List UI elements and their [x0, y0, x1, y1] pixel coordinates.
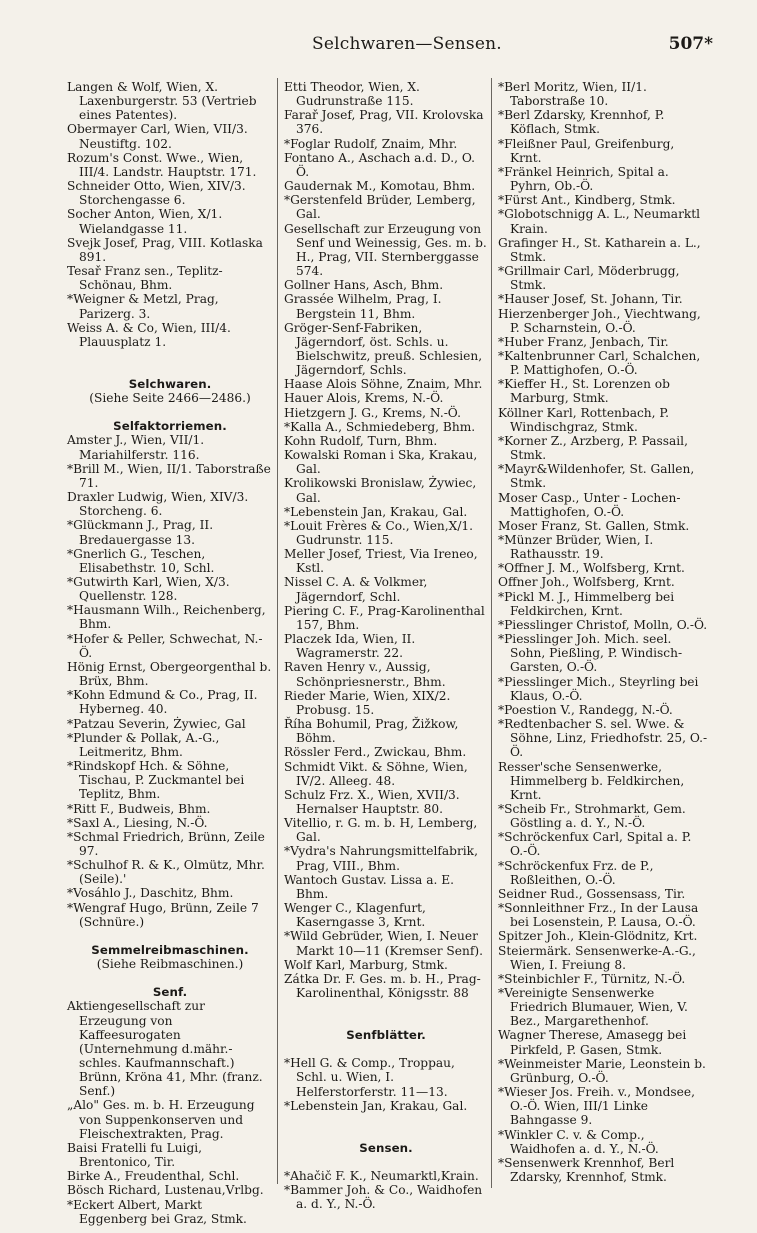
directory-entry: *Lebenstein Jan, Krakau, Gal.	[284, 1098, 468, 1113]
directory-entry: Grafinger H., St. Katharein a. L., Stmk.	[498, 235, 701, 264]
directory-entry: *Kaltenbrunner Carl, Schalchen, P. Mattighofen, O.-Ö.	[498, 348, 701, 378]
directory-entry: Offner Joh., Wolfsberg, Krnt.	[498, 575, 675, 590]
directory-entry: *Huber Franz, Jenbach, Tir.	[498, 334, 669, 349]
directory-entry: Fontano A., Aschach a.d. D., O. Ö.	[284, 150, 475, 179]
spacer	[284, 1042, 488, 1056]
directory-entry: Grassée Wilhelm, Prag, I. Bergstein 11, Bhm.	[284, 292, 442, 321]
directory-entry: Raven Henry v., Aussig, Schönpriesnerstr., Bhm.	[284, 660, 446, 689]
directory-entry: *Piesslinger Mich., Steyrling bei Klaus, O.-Ö.	[498, 674, 699, 703]
directory-entry: *Korner Z., Arzberg, P. Passail, Stmk.	[498, 433, 688, 463]
page-header	[0, 34, 757, 58]
directory-entry: *Sensenwerk Krennhof, Berl Zdarsky, Krennhof, Stmk.	[498, 1155, 675, 1185]
directory-entry: Kohn Rudolf, Turn, Bhm.	[284, 433, 438, 448]
directory-entry: Haase Alois Söhne, Znaim, Mhr.	[284, 377, 483, 392]
directory-entry: Socher Anton, Wien, X/1. Wielandgasse 11.	[67, 207, 223, 236]
directory-entry: *Offner J. M., Wolfsberg, Krnt.	[498, 561, 685, 576]
column-divider	[277, 78, 278, 1184]
directory-entry: *Hauser Josef, St. Johann, Tir.	[498, 292, 683, 307]
directory-entry: *Bammer Joh. & Co., Waidhofen a. d. Y., N.-Ö.	[284, 1183, 483, 1212]
directory-entry: Schmidt Vikt. & Söhne, Wien, IV/2. Alleeg. 48.	[284, 759, 468, 788]
directory-entry: Steiermärk. Sensenwerke-A.-G., Wien, I. Freiung 8.	[498, 943, 696, 972]
directory-entry: *Mayr&Wildenhofer, St. Gallen, Stmk.	[498, 462, 695, 491]
directory-entry: Langen & Wolf, Wien, X. Laxenburgerstr. 53 (Vertrieb eines Patentes).	[67, 80, 257, 123]
directory-entry: *Fleißner Paul, Greifenburg, Krnt.	[498, 136, 675, 165]
section-heading: Senf.	[152, 985, 188, 1000]
directory-entry: *Vydra's Nahrungsmittelfabrik, Prag, VIII., Bhm.	[284, 844, 478, 873]
column-middle	[284, 80, 488, 1212]
directory-entry: Gröger-Senf-Fabriken, Jägerndorf, öst. Schls. u. Bielschwitz, preuß. Schlesien, Jägerndorf, Schls.	[284, 320, 483, 378]
directory-entry: *Steinbichler F., Türnitz, N.-Ö.	[498, 971, 686, 986]
spacer	[67, 929, 273, 943]
directory-entry: Moser Franz, St. Gallen, Stmk.	[498, 518, 690, 533]
directory-entry: *Berl Zdarsky, Krennhof, P. Köflach, Stmk.	[498, 108, 665, 137]
directory-entry: *Globotschnigg A. L., Neumarktl Krain.	[498, 207, 701, 236]
directory-entry: Moser Casp., Unter - Lochen-Mattighofen, O.-Ö.	[498, 490, 681, 519]
directory-entry: Kowalski Roman i Ska, Krakau, Gal.	[284, 448, 478, 477]
directory-entry: *Berl Moritz, Wien, II/1. Taborstraße 10.	[498, 80, 647, 109]
directory-entry: *Weigner & Metzl, Prag, Parizerg. 3.	[67, 292, 219, 321]
directory-entry: Seidner Rud., Gossensass, Tir.	[498, 886, 686, 901]
directory-entry: *Scheib Fr., Strohmarkt, Gem. Göstling a. d. Y., N.-Ö.	[498, 801, 686, 831]
directory-entry: Wolf Karl, Marburg, Stmk.	[284, 957, 448, 972]
directory-entry: *Vereinigte Sensenwerke Friedrich Blumauer, Wien, V. Bez., Margarethenhof.	[498, 986, 688, 1029]
directory-entry: Bösch Richard, Lustenau,Vrlbg.	[67, 1183, 264, 1198]
directory-entry: *Schmal Friedrich, Brünn, Zeile 97.	[67, 829, 265, 858]
column-left	[67, 80, 273, 1226]
directory-entry: Říha Bohumil, Prag, Žižkow, Böhm.	[284, 717, 459, 746]
directory-entry: *Eckert Albert, Markt Eggenberg bei Graz, Stmk.	[67, 1197, 247, 1226]
directory-entry: Draxler Ludwig, Wien, XIV/3. Storcheng. 6.	[67, 490, 249, 519]
column-right	[498, 80, 708, 1184]
directory-entry: *Sonnleithner Frz., In der Lausa bei Losenstein, P. Lausa, O.-Ö.	[498, 901, 699, 930]
directory-entry: Hierzenberger Joh., Viechtwang, P. Scharnstein, O.-Ö.	[498, 306, 701, 335]
cross-reference: (Siehe Seite 2466—2486.)	[89, 391, 251, 406]
directory-entry: Resser'sche Sensenwerke, Himmelberg b. Feldkirchen, Krnt.	[498, 759, 685, 802]
directory-entry: *Gerstenfeld Brüder, Lemberg, Gal.	[284, 193, 476, 222]
directory-entry: *Kieffer H., St. Lorenzen ob Marburg, Stmk.	[498, 377, 670, 406]
directory-entry: Rozum's Const. Wwe., Wien, III/4. Landstr. Hauptstr. 171.	[67, 150, 257, 179]
directory-entry: *Weinmeister Marie, Leonstein b. Grünburg, O.-Ö.	[498, 1056, 706, 1085]
directory-entry: *Ahačič F. K., Neumarktl,Krain.	[284, 1169, 479, 1184]
directory-entry: Etti Theodor, Wien, X. Gudrunstraße 115.	[284, 80, 420, 109]
spacer	[284, 1155, 488, 1169]
directory-entry: *Wild Gebrüder, Wien, I. Neuer Markt 10—11 (Kremser Senf).	[284, 929, 483, 958]
directory-entry: *Schröckenfux Carl, Spital a. P. O.-Ö.	[498, 830, 692, 859]
directory-entry: *Fränkel Heinrich, Spital a. Pyhrn, Ob.-Ö.	[498, 164, 669, 194]
page-number: 507*	[668, 34, 713, 54]
directory-entry: *Louit Frères & Co., Wien,X/1. Gudrunstr. 115.	[284, 518, 474, 547]
spacer	[284, 1113, 488, 1141]
directory-entry: Placzek Ida, Wien, II. Wagramerstr. 22.	[284, 632, 416, 661]
directory-entry: *Poestion V., Randegg, N.-Ö.	[498, 702, 673, 717]
directory-entry: *Brill M., Wien, II/1. Taborstraße 71.	[67, 461, 271, 490]
directory-entry: *Gutwirth Karl, Wien, X/3. Quellenstr. 128.	[67, 575, 230, 604]
directory-entry: Schulz Frz. X., Wien, XVII/3. Hernalser Hauptstr. 80.	[284, 787, 460, 816]
section-heading: Senfblätter.	[346, 1028, 426, 1043]
directory-entry: Hönig Ernst, Obergeorgenthal b. Brüx, Bhm.	[67, 659, 272, 689]
directory-entry: Meller Josef, Triest, Via Ireneo, Kstl.	[284, 547, 478, 576]
directory-entry: Gesellschaft zur Erzeugung von Senf und Weinessig, Ges. m. b. H., Prag, VII. Sternberggasse 574.	[284, 221, 487, 279]
directory-entry: *Rindskopf Hch. & Söhne, Tischau, P. Zuckmantel bei Teplitz, Bhm.	[67, 759, 245, 802]
directory-entry: Spitzer Joh., Klein-Glödnitz, Krt.	[498, 929, 698, 944]
directory-entry: Vitellio, r. G. m. b. H, Lemberg, Gal.	[284, 816, 478, 845]
directory-entry: *Schulhof R. & K., Olmütz, Mhr. (Seile).'	[67, 858, 265, 887]
directory-entry: Birke A., Freudenthal, Schl.	[67, 1169, 240, 1184]
directory-entry: *Fürst Ant., Kindberg, Stmk.	[498, 193, 676, 208]
section-heading: Selfaktorriemen.	[113, 419, 227, 434]
directory-entry: Farař Josef, Prag, VII. Krolovska 376.	[284, 108, 484, 137]
column-divider	[491, 78, 492, 1188]
directory-entry: Hietzgern J. G., Krems, N.-Ö.	[284, 405, 461, 420]
directory-entry: *Foglar Rudolf, Znaim, Mhr.	[284, 136, 458, 151]
directory-entry: *Wengraf Hugo, Brünn, Zeile 7 (Schnüre.)	[67, 900, 259, 929]
directory-entry: Tesař Franz sen., Teplitz-Schönau, Bhm.	[67, 264, 223, 293]
directory-entry: *Gnerlich G., Teschen, Elisabethstr. 10, Schl.	[67, 546, 215, 575]
directory-entry: Wantoch Gustav. Lissa a. E. Bhm.	[284, 872, 454, 901]
directory-entry: Krolikowski Bronislaw, Żywiec, Gal.	[284, 476, 477, 505]
section-heading: Semmelreibmaschinen.	[91, 942, 249, 957]
directory-entry: *Lebenstein Jan, Krakau, Gal.	[284, 504, 468, 519]
directory-entry: *Hausmann Wilh., Reichenberg, Bhm.	[67, 603, 266, 632]
directory-entry: „Alo" Ges. m. b. H. Erzeugung von Suppenkonserven und Fleischextrakten, Prag.	[67, 1098, 255, 1141]
directory-entry: Hauer Alois, Krems, N.-Ö.	[284, 391, 444, 406]
directory-entry: Nissel C. A. & Volkmer, Jägerndorf, Schl.	[284, 575, 428, 604]
directory-entry: Weiss A. & Co, Wien, III/4. Plauusplatz 1.	[67, 320, 231, 349]
directory-entry: *Plunder & Pollak, A.-G., Leitmeritz, Bhm.	[67, 730, 220, 759]
directory-entry: Wenger C., Klagenfurt, Kaserngasse 3, Krnt.	[284, 901, 426, 930]
directory-entry: *Pickl M. J., Himmelberg bei Feldkirchen, Krnt.	[498, 589, 675, 618]
directory-entry: Baisi Fratelli fu Luigi, Brentonico, Tir.	[67, 1140, 203, 1170]
directory-entry: *Winkler C. v. & Comp., Waidhofen a. d. Y., N.-Ö.	[498, 1127, 659, 1156]
directory-entry: *Münzer Brüder, Wien, I. Rathausstr. 19.	[498, 533, 654, 562]
directory-entry: *Piesslinger Christof, Molln, O.-Ö.	[498, 617, 708, 632]
directory-entry: Gaudernak M., Komotau, Bhm.	[284, 179, 476, 194]
directory-entry: *Patzau Severin, Żywiec, Gal	[67, 716, 246, 731]
directory-entry: *Ritt F., Budweis, Bhm.	[67, 801, 211, 816]
directory-entry: Gollner Hans, Asch, Bhm.	[284, 278, 444, 293]
directory-entry: *Saxl A., Liesing, N.-Ö.	[67, 815, 208, 830]
directory-entry: *Glückmann J., Prag, II. Bredauergasse 13.	[67, 518, 214, 547]
directory-entry: *Vosáhlo J., Daschitz, Bhm.	[67, 886, 234, 901]
directory-entry: *Grillmair Carl, Möderbrugg, Stmk.	[498, 264, 680, 293]
spacer	[67, 405, 273, 419]
spacer	[284, 1000, 488, 1028]
spacer	[67, 971, 273, 985]
directory-entry: *Wieser Jos. Freih. v., Mondsee, O.-Ö. Wien, III/1 Linke Bahngasse 9.	[498, 1085, 695, 1128]
directory-entry: Köllner Karl, Rottenbach, P. Windischgraz, Stmk.	[498, 405, 669, 434]
directory-entry: *Hofer & Peller, Schwechat, N.-Ö.	[67, 631, 263, 660]
directory-entry: Amster J., Wien, VII/1. Mariahilferstr. 116.	[67, 433, 205, 462]
spacer	[67, 349, 273, 377]
directory-entry: Obermayer Carl, Wien, VII/3. Neustiftg. 102.	[67, 122, 248, 151]
directory-entry: Wagner Therese, Amasegg bei Pirkfeld, P. Gasen, Stmk.	[498, 1028, 687, 1057]
section-heading: Selchwaren.	[128, 376, 212, 391]
directory-entry: Piering C. F., Prag-Karolinenthal 157, Bhm.	[284, 603, 485, 632]
directory-entry: *Piesslinger Joh. Mich. seel. Sohn, Pießling, P. Windisch-Garsten, O.-Ö.	[498, 632, 683, 675]
page-title: Selchwaren—Sensen.	[312, 34, 502, 54]
directory-entry: *Schröckenfux Frz. de P., Roßleithen, O.-Ö.	[498, 858, 654, 887]
directory-entry: Rieder Marie, Wien, XIX/2. Probusg. 15.	[284, 688, 451, 717]
directory-entry: *Kalla A., Schmiedeberg, Bhm.	[284, 419, 476, 434]
section-heading: Sensen.	[359, 1140, 413, 1155]
directory-entry: Schneider Otto, Wien, XIV/3. Storchengasse 6.	[67, 179, 246, 208]
directory-entry: Zátka Dr. F. Ges. m. b. H., Prag-Karolinenthal, Königsstr. 88	[284, 971, 481, 1000]
directory-entry: Rössler Ferd., Zwickau, Bhm.	[284, 745, 467, 760]
directory-entry: *Redtenbacher S. sel. Wwe. & Söhne, Linz, Friedhofstr. 25, O.-Ö.	[498, 717, 708, 760]
cross-reference: (Siehe Reibmaschinen.)	[96, 957, 244, 972]
directory-entry: Svejk Josef, Prag, VIII. Kotlaska 891.	[67, 235, 263, 264]
directory-entry: Aktiengesellschaft zur Erzeugung von Kaffeesurogaten (Unternehmung d.mähr.-schles. Kaufmannschaft.) Brünn, Kröna 41, Mhr. (franz. Senf.)	[67, 999, 263, 1099]
directory-entry: *Kohn Edmund & Co., Prag, II. Hyberneg. 40.	[67, 688, 258, 717]
directory-entry: *Hell G. & Comp., Troppau, Schl. u. Wien, I. Helferstorferstr. 11—13.	[284, 1056, 455, 1099]
